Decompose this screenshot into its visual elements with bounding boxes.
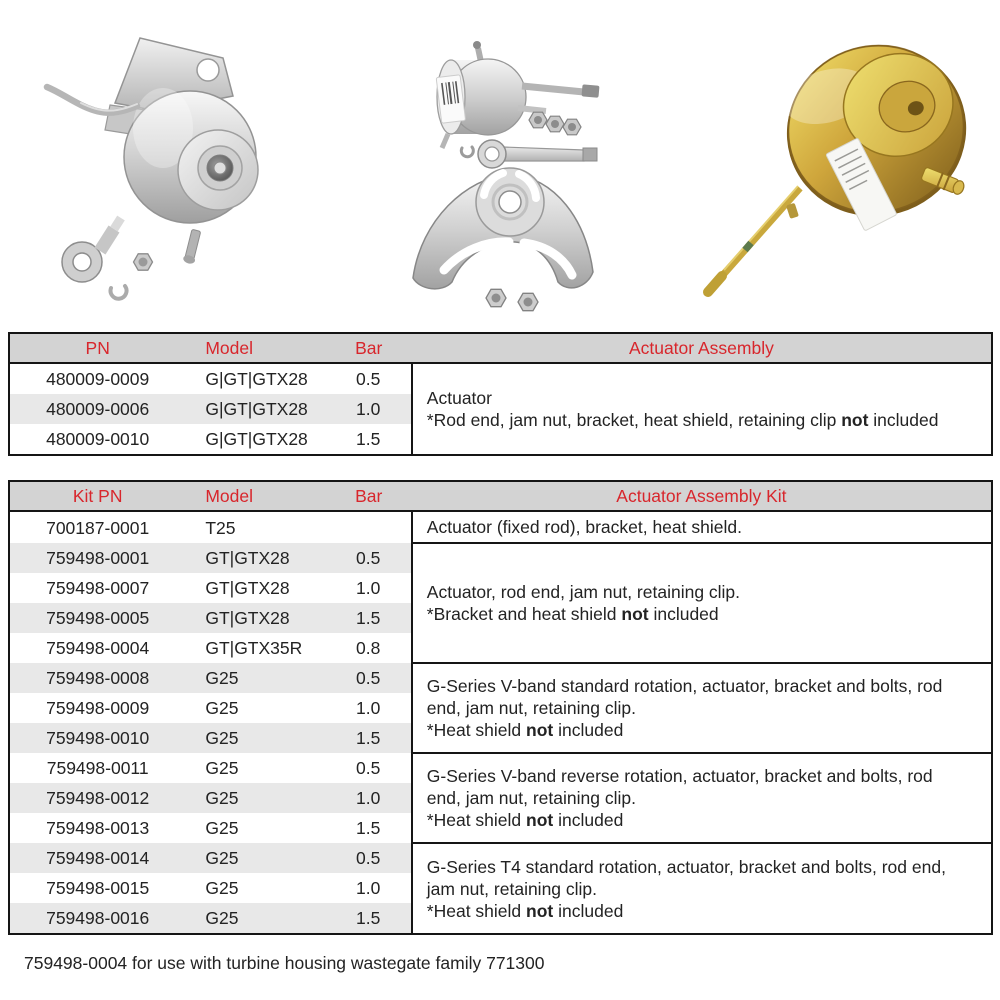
header-desc: Actuator Assembly [412, 333, 992, 363]
table-row [9, 663, 992, 693]
model-cell: G25 [205, 758, 239, 778]
model-cell: GT|GTX28 [185, 603, 325, 633]
pn-cell: 759498-0010 [9, 723, 185, 753]
model-cell: G25 [185, 843, 325, 873]
pn-cell: 480009-0009 [46, 369, 150, 389]
heat-shield-bracket [413, 168, 593, 289]
pn-cell: 759498-0007 [46, 578, 150, 598]
model-cell: G25 [185, 723, 325, 753]
bar-cell: 1.5 [356, 818, 381, 838]
hex-nuts [529, 112, 581, 135]
bar-cell: 0.5 [326, 843, 412, 873]
header-bar: Bar [326, 333, 412, 363]
description-note: *Bracket and heat shield not included [426, 604, 719, 624]
table-row [9, 843, 992, 873]
model-cell: G25 [185, 903, 325, 934]
actuator-canister [124, 88, 258, 223]
actuator-assembly-kit-table [8, 480, 993, 935]
description-note: *Heat shield not included [426, 810, 624, 830]
actuator-table-header [9, 333, 992, 363]
pn-cell: 759498-0004 [46, 638, 150, 658]
actuator-assembly-table [8, 332, 993, 456]
pn-cell: 480009-0006 [9, 394, 185, 424]
pn-cell: 759498-0001 [9, 543, 185, 573]
bar-cell: 1.0 [356, 578, 381, 598]
header-desc: Actuator Assembly Kit [412, 481, 992, 511]
bar-cell: 1.5 [326, 903, 412, 934]
description-cell-t25 [412, 511, 992, 543]
actuator-rod-long [708, 186, 800, 292]
retaining-clip-small [461, 147, 473, 157]
description-note: *Heat shield not included [426, 720, 624, 740]
product-photo-chrome-actuator [15, 8, 315, 318]
product-photo-gold-actuator [688, 12, 988, 307]
kit-table-header [9, 481, 992, 511]
description-line: G-Series T4 standard rotation, actuator, bracket and bolts, rod end, jam nut, retaining clip. [426, 856, 946, 899]
bar-cell: 1.0 [356, 698, 381, 718]
pn-cell: 759498-0013 [46, 818, 150, 838]
hose-barb [182, 229, 202, 265]
bar-cell: 1.0 [356, 878, 381, 898]
description-line: Actuator (fixed rod), bracket, heat shield. [426, 517, 742, 537]
rod-end-clevis [478, 140, 597, 168]
header-row [9, 333, 992, 363]
pn-cell: 759498-0008 [9, 663, 185, 693]
bar-cell: 1.0 [326, 394, 412, 424]
bar-cell [326, 511, 412, 543]
bar-cell: 0.5 [326, 663, 412, 693]
description-note: *Heat shield not included [426, 900, 624, 921]
header-model: Model [185, 333, 325, 363]
barcode-label [436, 75, 465, 124]
bar-cell: 0.5 [326, 543, 412, 573]
header-model: Model [185, 481, 325, 511]
model-cell: GT|GTX28 [185, 543, 325, 573]
table-row [9, 543, 992, 573]
bottom-port [786, 203, 799, 219]
pn-cell: 759498-0012 [9, 783, 185, 813]
description-cell-g25-t4-standard [412, 843, 992, 934]
header-kit-pn: Kit PN [9, 481, 185, 511]
model-cell: G|GT|GTX28 [205, 429, 308, 449]
model-cell: G25 [185, 783, 325, 813]
bar-cell: 0.5 [356, 758, 381, 778]
table-row [9, 753, 992, 783]
pn-cell: 700187-0001 [46, 517, 150, 538]
header-pn: PN [9, 333, 185, 363]
bar-cell: 1.0 [326, 783, 412, 813]
hex-bolts [486, 289, 538, 310]
description-cell-gt-gtx28 [412, 543, 992, 663]
model-cell: G|GT|GTX28 [205, 369, 308, 389]
model-cell: G25 [205, 698, 239, 718]
jam-nut [134, 254, 153, 270]
footnote: 759498-0004 for use with turbine housing wastegate family 771300 [24, 953, 545, 973]
description-cell-g25-vband-reverse [412, 753, 992, 843]
bar-cell: 1.5 [356, 429, 381, 449]
pn-cell: 759498-0011 [46, 758, 149, 778]
description-line: Actuator, rod end, jam nut, retaining clip. [426, 582, 741, 602]
description-cell-g25-vband-standard [412, 663, 992, 753]
retaining-clip [111, 286, 127, 299]
model-cell: T25 [205, 517, 236, 538]
pn-cell: 759498-0016 [9, 903, 185, 934]
pn-cell: 759498-0009 [46, 698, 150, 718]
actuator-kit-illustration [388, 30, 653, 320]
bar-cell: 0.5 [356, 369, 381, 389]
table-row [9, 363, 992, 394]
model-cell: GT|GTX35R [205, 638, 303, 658]
bar-cell: 1.5 [326, 723, 412, 753]
chrome-actuator-illustration [15, 8, 315, 318]
pn-cell: 759498-0005 [9, 603, 185, 633]
table-row [9, 511, 992, 543]
pn-cell: 480009-0010 [46, 429, 150, 449]
header-row [9, 481, 992, 511]
bar-cell: 1.5 [326, 603, 412, 633]
pn-cell: 759498-0015 [46, 878, 150, 898]
model-cell: G25 [185, 663, 325, 693]
rod-end-eyelet [62, 218, 121, 282]
model-cell: GT|GTX28 [205, 578, 290, 598]
product-photo-actuator-kit [388, 30, 653, 320]
gold-actuator-illustration [688, 12, 988, 307]
description-line: G-Series V-band reverse rotation, actuator, bracket and bolts, rod end, jam nut, retaining clip. [426, 766, 933, 808]
description-line: Actuator [426, 388, 492, 408]
description-line: G-Series V-band standard rotation, actuator, bracket and bolts, rod end, jam nut, retaining clip. [426, 676, 943, 718]
description-note: *Rod end, jam nut, bracket, heat shield, retaining clip not included [426, 410, 939, 430]
header-bar: Bar [326, 481, 412, 511]
bar-cell: 0.8 [356, 638, 381, 658]
pn-cell: 759498-0014 [9, 843, 185, 873]
model-cell: G25 [205, 818, 239, 838]
model-cell: G|GT|GTX28 [185, 394, 325, 424]
description-cell [412, 363, 992, 455]
model-cell: G25 [205, 878, 239, 898]
